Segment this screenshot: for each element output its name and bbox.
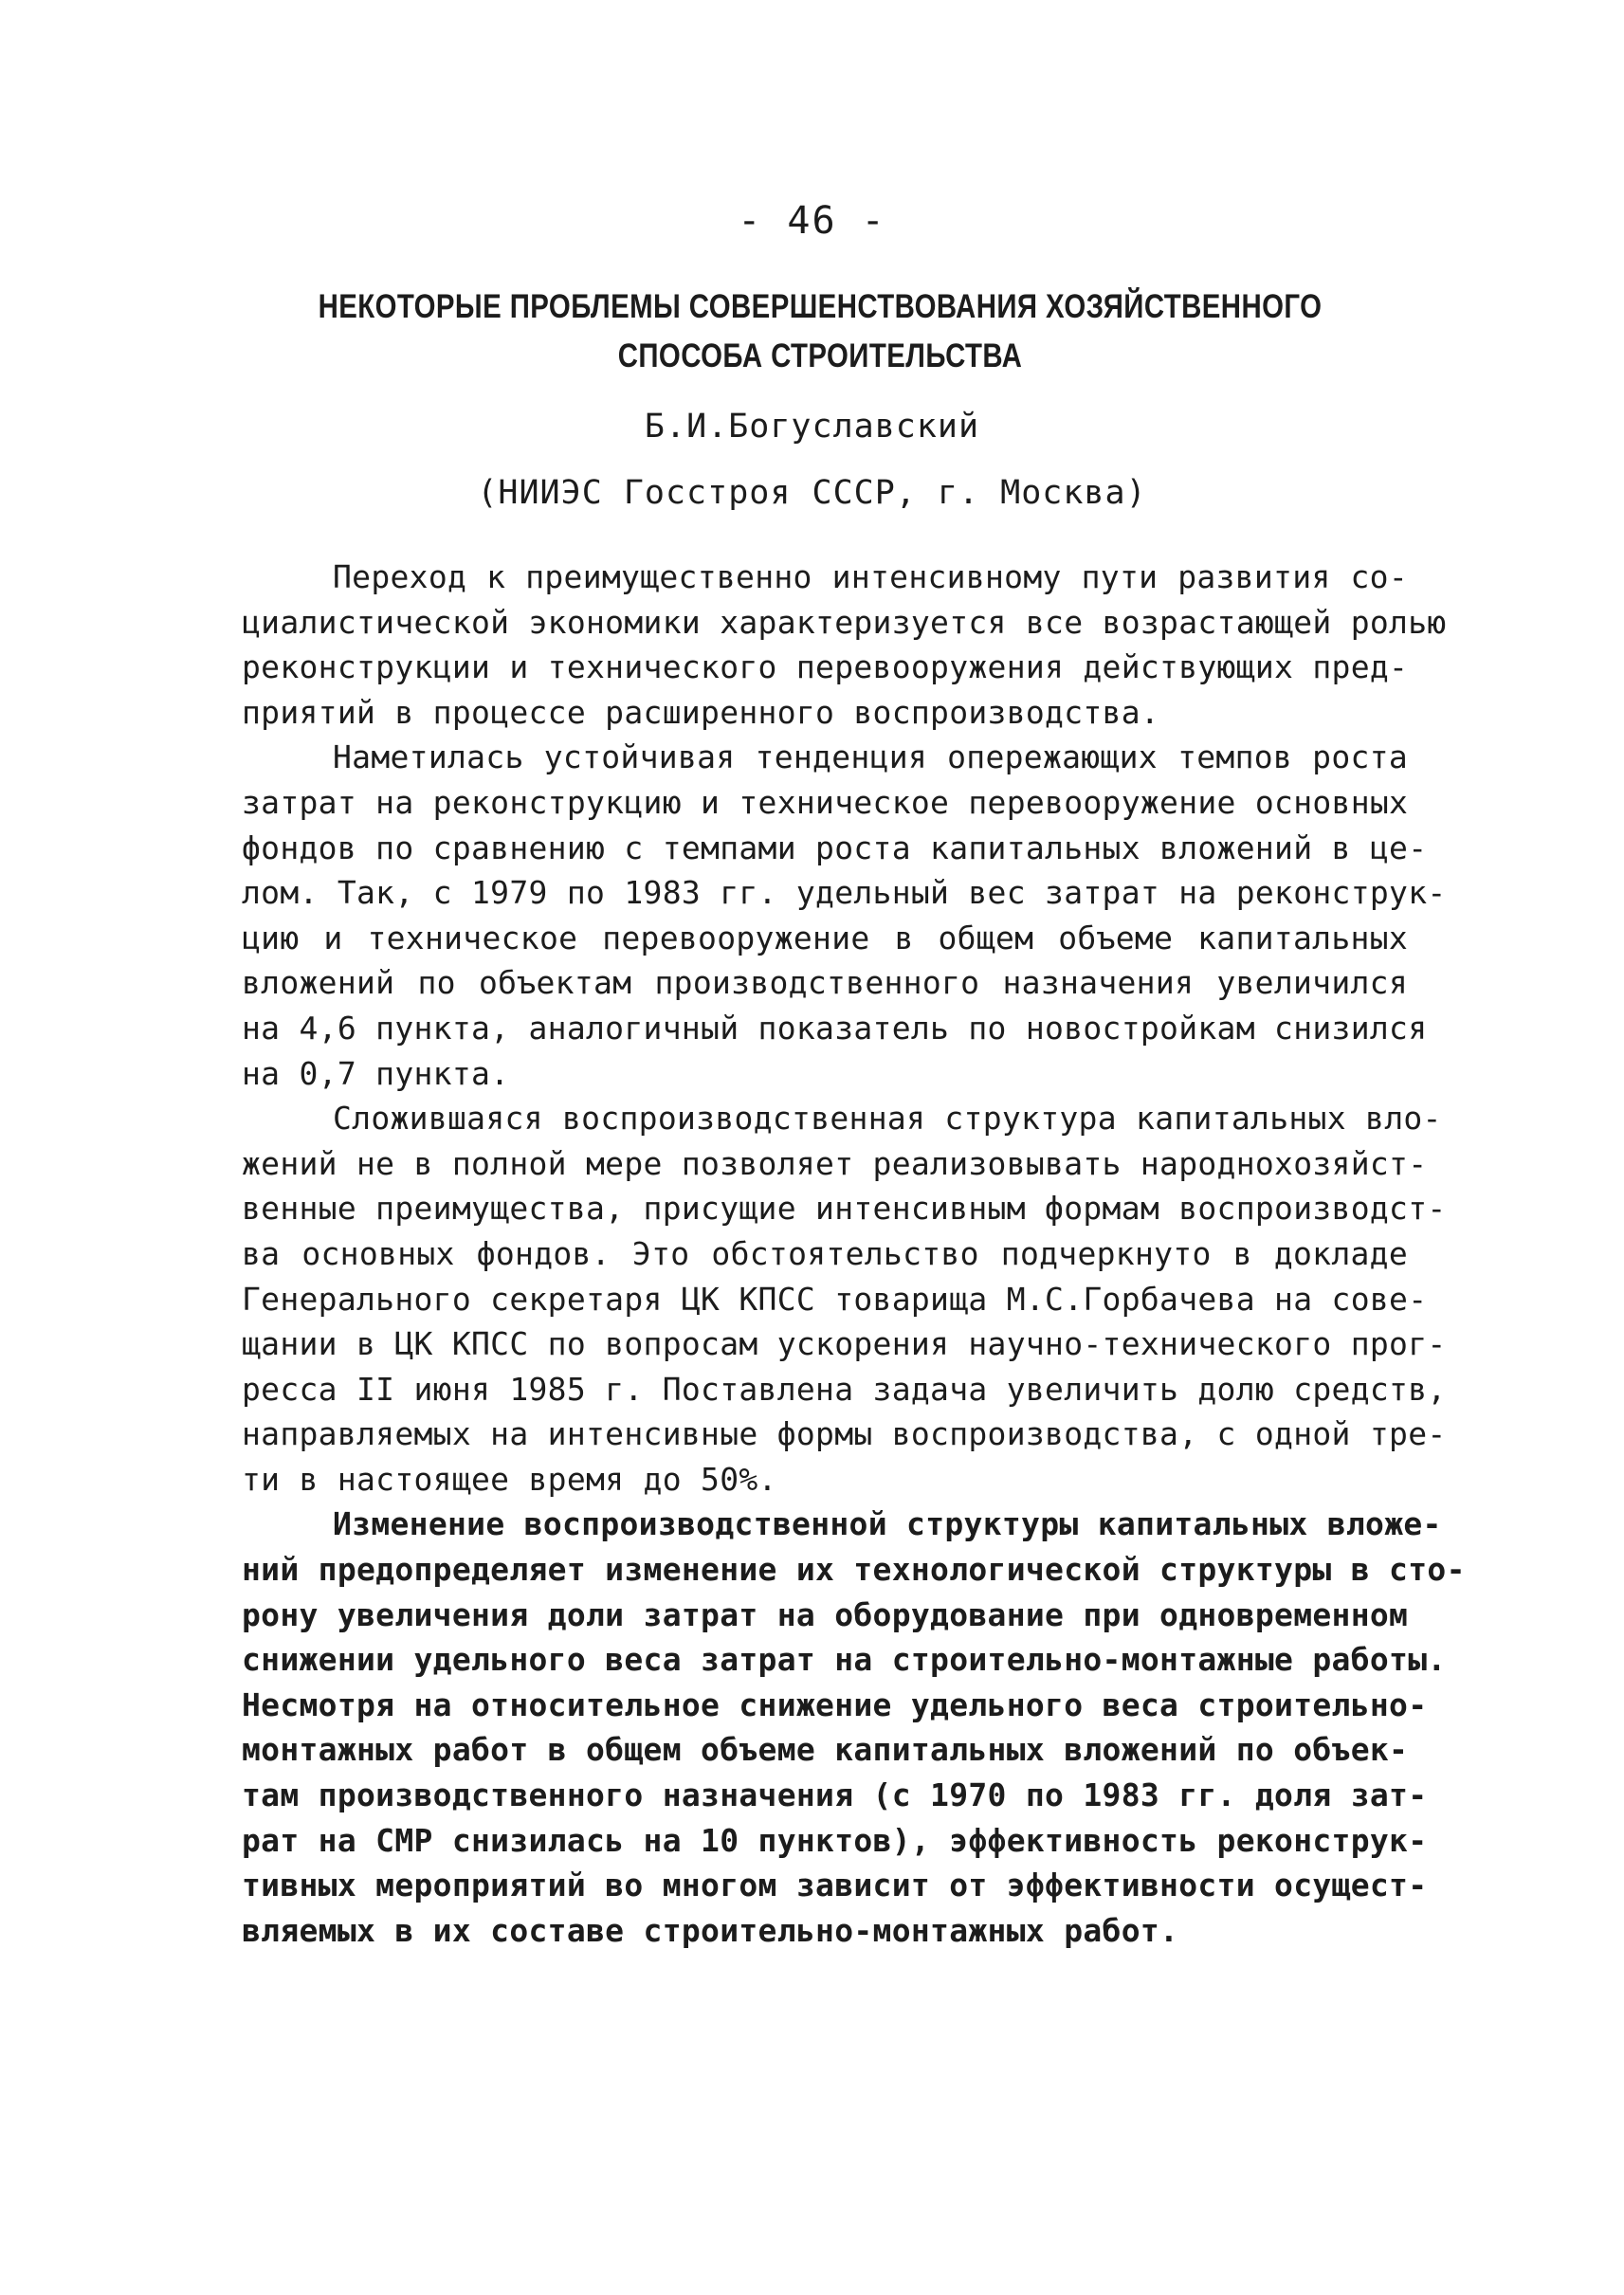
text-line: венные преимущества, присущие интенсивным формам воспроизводст- xyxy=(242,1190,1447,1228)
text-line: жений не в полной мере позволяет реализовывать народнохозяйст- xyxy=(242,1144,1428,1182)
text-line: рат на СМР снизилась на 10 пунктов), эффективность реконструк- xyxy=(242,1821,1428,1859)
text-line: циалистической экономики характеризуется все возрастающей ролью xyxy=(242,603,1447,641)
text-line: реконструкции и технического перевооружения действующих пред- xyxy=(242,648,1409,686)
text-line: вляемых в их составе строительно-монтажных работ. xyxy=(242,1911,1179,1949)
text-line: тивных мероприятий во многом зависит от эффективности осущест- xyxy=(242,1867,1428,1904)
page-number: - 46 - xyxy=(738,199,886,243)
text-line: фондов по сравнению с темпами роста капитальных вложений в це- xyxy=(242,829,1428,866)
text-line: там производственного назначения (с 1970 по 1983 гг. доля зат- xyxy=(242,1776,1428,1814)
article-body xyxy=(242,555,1466,1953)
text-line: на 4,6 пункта, аналогичный показатель по новостройкам снизился xyxy=(242,1009,1428,1047)
text-line: лом. Так, с 1979 по 1983 гг. удельный вес затрат на реконструк- xyxy=(242,874,1447,912)
text-line: Генерального секретаря ЦК КПСС товарища М.С.Горбачева на сове- xyxy=(242,1280,1428,1318)
title-line-2: СПОСОБА СТРОИТЕЛЬСТВА xyxy=(617,337,1023,374)
text-line: затрат на реконструкцию и техническое перевооружение основных xyxy=(242,783,1409,821)
paragraph-3 xyxy=(242,1096,1447,1502)
text-line: Несмотря на относительное снижение удельного веса строительно- xyxy=(242,1685,1428,1723)
text-line: вложений по объектам производственного назначения увеличился xyxy=(242,964,1408,1002)
text-line: щании в ЦК КПСС по вопросам ускорения научно-технического прог- xyxy=(242,1325,1447,1363)
text-line: направляемых на интенсивные формы воспроизводства, с одной тре- xyxy=(242,1415,1447,1453)
paragraph-4 xyxy=(242,1502,1466,1953)
text-line: ресса II июня 1985 г. Поставлена задача увеличить долю средств, xyxy=(242,1370,1447,1408)
author-name: Б.И.Богуславский xyxy=(644,408,980,446)
text-line: Сложившаяся воспроизводственная структура капитальных вло- xyxy=(333,1100,1442,1138)
text-line: Изменение воспроизводственной структуры капитальных вложе- xyxy=(333,1505,1442,1543)
title-line-1: НЕКОТОРЫЕ ПРОБЛЕМЫ СОВЕРШЕНСТВОВАНИЯ ХОЗЯЙСТВЕННОГО xyxy=(318,288,1323,325)
author-affiliation: (НИИЭС Госстроя СССР, г. Москва) xyxy=(477,474,1147,512)
text-line: снижении удельного веса затрат на строительно-монтажные работы. xyxy=(242,1641,1447,1679)
text-line: на 0,7 пункта. xyxy=(242,1054,510,1092)
text-line: монтажных работ в общем объеме капитальных вложений по объек- xyxy=(242,1731,1409,1769)
text-line: Переход к преимущественно интенсивному пути развития со- xyxy=(333,558,1408,595)
text-line: Наметилась устойчивая тенденция опережающих темпов роста xyxy=(333,738,1408,776)
text-line: рону увеличения доли затрат на оборудование при одновременном xyxy=(242,1595,1409,1633)
paragraph-2 xyxy=(242,735,1447,1096)
text-line: цию и техническое перевооружение в общем объеме капитальных xyxy=(242,919,1408,956)
paragraph-1 xyxy=(242,555,1447,735)
text-line: ний предопределяет изменение их технологической структуры в сто- xyxy=(242,1551,1466,1589)
text-line: ва основных фондов. Это обстоятельство подчеркнуто в докладе xyxy=(242,1234,1408,1272)
text-line: приятий в процессе расширенного воспроизводства. xyxy=(242,693,1160,731)
article-title xyxy=(315,282,1326,381)
text-line: ти в настоящее время до 50%. xyxy=(242,1460,777,1498)
